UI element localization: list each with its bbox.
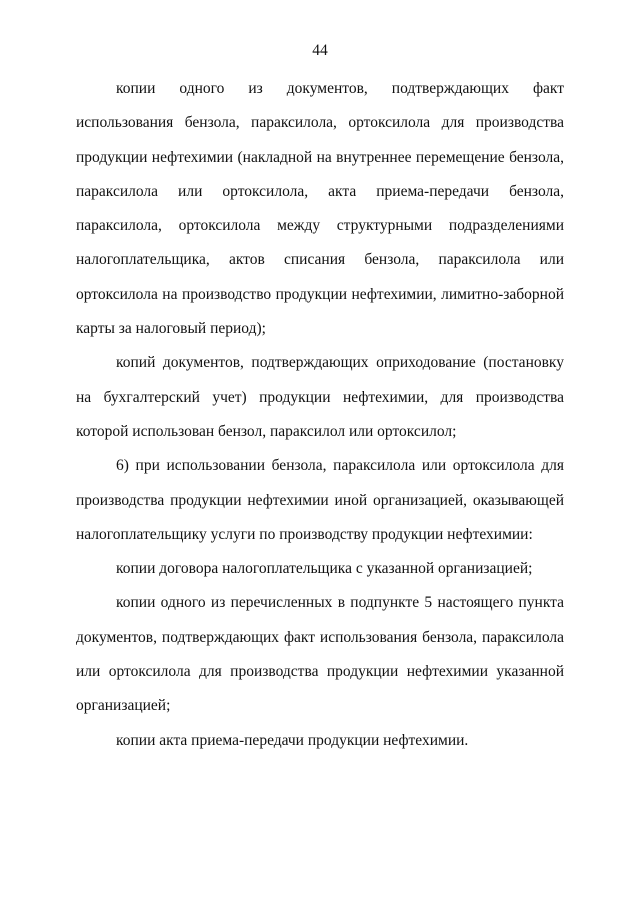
paragraph: копии одного из документов, подтверждающих факт использования бензола, параксилола, ортоксилола для производства продукции нефтехимии (накладной на внутреннее перемещение бензола, параксилола или ортоксилола, акта приема-передачи бензола, параксилола, ортоксилола между структурными подразделениями налогоплательщика, актов списания бензола, параксилола или ортоксилола на производство продукции нефтехимии, лимитно-заборной карты за налоговый период); — [76, 80, 564, 338]
paragraph: копии договора налогоплательщика с указанной организацией; — [116, 560, 533, 578]
page-number: 44 — [312, 42, 328, 59]
paragraph: 6) при использовании бензола, параксилола или ортоксилола для производства продукции нефтехимии иной организацией, оказывающей налогоплательщику услуги по производству продукции нефтехимии: — [76, 457, 564, 543]
paragraph: копий документов, подтверждающих оприходование (постановку на бухгалтерский учет) продукции нефтехимии, для производства которой использован бензол, параксилол или ортоксилол; — [76, 354, 564, 440]
paragraph: копии акта приема-передачи продукции нефтехимии. — [116, 731, 469, 749]
paragraph: копии одного из перечисленных в подпункте 5 настоящего пункта документов, подтверждающих факт использования бензола, параксилола или ортоксилола для производства продукции нефтехимии указанной организацией; — [76, 594, 564, 715]
document-body — [76, 72, 564, 758]
